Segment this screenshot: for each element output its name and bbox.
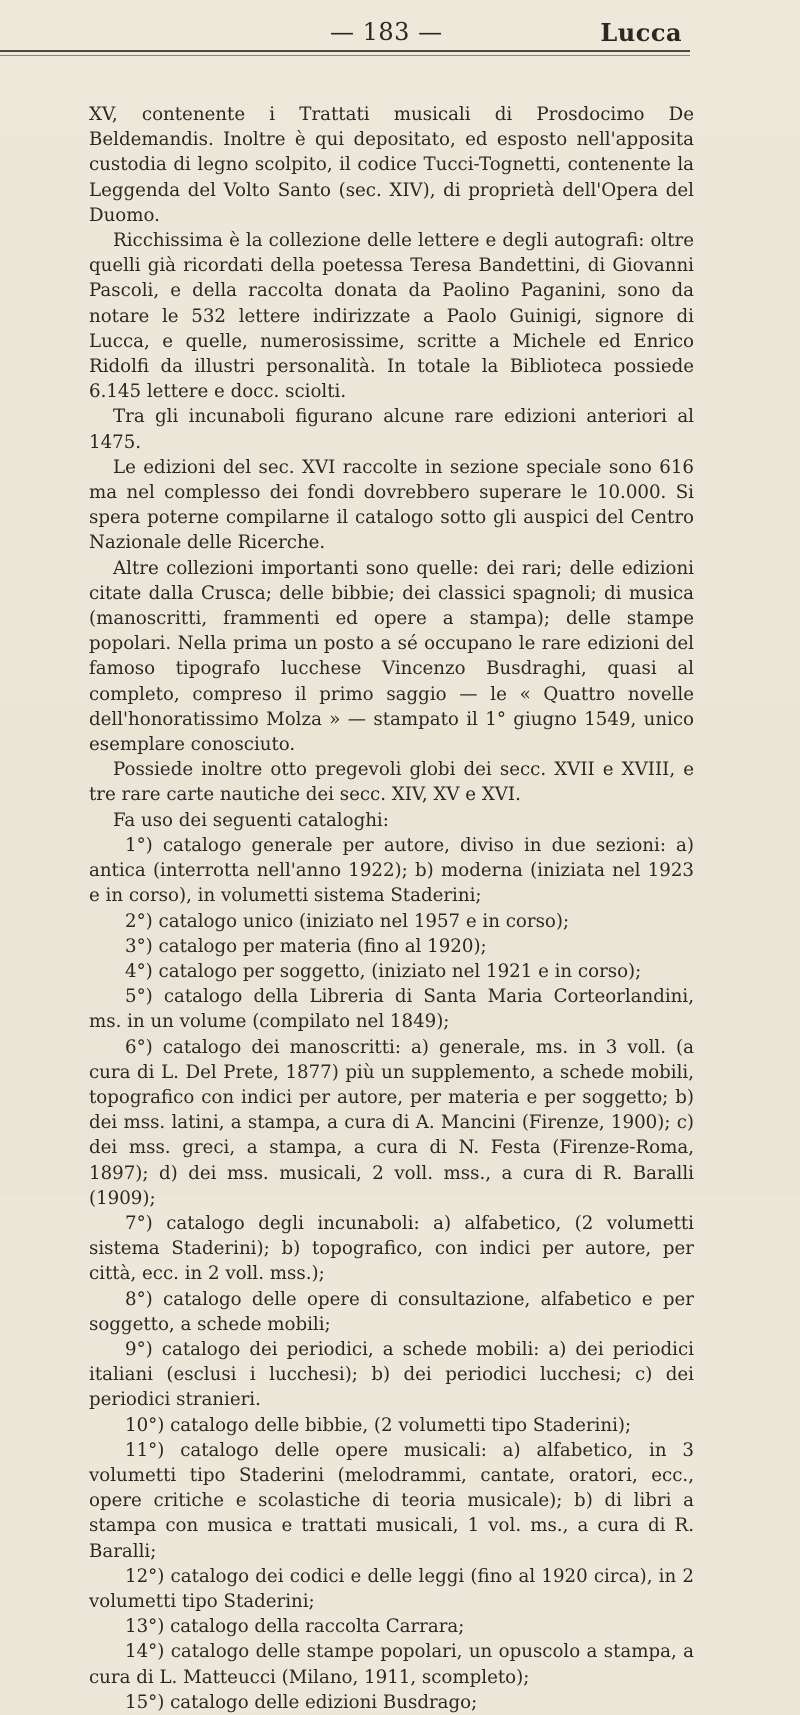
body-text — [89, 102, 694, 1715]
catalogue-item: 13°) catalogo della raccolta Carrara; — [125, 1616, 465, 1638]
catalogue-item: 14°) catalogo delle stampe popolari, un opuscolo a stampa, a cura di L. Matteucci (Milano, 1911, scompleto); — [89, 1641, 694, 1688]
catalogue-item: 11°) catalogo delle opere musicali: a) alfabetico, in 3 volumetti tipo Staderini (melodrammi, cantate, oratori, ecc., opere critiche e scolastiche di teoria musicale); b) di libri a stampa con musica e trattati musicali, 1 vol. ms., a cura di R. Baralli; — [89, 1439, 694, 1562]
header-rule-thin — [0, 55, 690, 56]
running-title: Lucca — [600, 18, 682, 47]
catalogue-item: 12°) catalogo dei codici e delle leggi (fino al 1920 circa), in 2 volumetti tipo Staderini; — [89, 1565, 694, 1612]
running-head — [330, 10, 682, 50]
catalogue-item: 4°) catalogo per soggetto, (iniziato nel 1921 e in corso); — [125, 960, 642, 982]
catalogue-item: 6°) catalogo dei manoscritti: a) generale, ms. in 3 voll. (a cura di L. Del Prete, 1877) più un supplemento, a schede mobili, topografico con indici per autore, per materia e per soggetto; b) dei mss. latini, a stampa, a cura di A. Mancini (Firenze, 1900); c) dei mss. greci, a stampa, a cura di N. Festa (Firenze-Roma, 1897); d) dei mss. musicali, 2 voll. mss., a cura di R. Baralli (1909); — [89, 1036, 694, 1209]
paragraph: Ricchissima è la collezione delle lettere e degli autografi: oltre quelli già ricordati della poetessa Teresa Bandettini, di Giovanni Pascoli, e della raccolta donata da Paolino Paganini, sono da notare le 532 lettere indirizzate a Paolo Guinigi, signore di Lucca, e quelle, numerosissime, scritte a Michele ed Enrico Ridolfi da illustri personalità. In totale la Biblioteca possiede 6.145 lettere e docc. sciolti. — [89, 230, 694, 403]
catalogue-item: 8°) catalogo delle opere di consultazione, alfabetico e per soggetto, a schede mobili; — [89, 1288, 694, 1335]
paragraph: Possiede inoltre otto pregevoli globi dei secc. XVII e XVIII, e tre rare carte nautiche dei secc. XIV, XV e XVI. — [89, 759, 694, 806]
catalogue-item: 7°) catalogo degli incunaboli: a) alfabetico, (2 volumetti sistema Staderini); b) topografico, con indici per autore, per città, ecc. in 2 voll. mss.); — [89, 1212, 694, 1285]
catalogue-item: 1°) catalogo generale per autore, diviso in due sezioni: a) antica (interrotta nell'anno 1922); b) moderna (iniziata nel 1923 e in corso), in volumetti sistema Staderini; — [89, 834, 694, 907]
paragraph: Tra gli incunaboli figurano alcune rare edizioni anteriori al 1475. — [89, 406, 694, 453]
catalogue-item: 9°) catalogo dei periodici, a schede mobili: a) dei periodici italiani (esclusi i lucchesi); b) dei periodici lucchesi; c) dei periodici stranieri. — [89, 1338, 694, 1411]
catalogue-intro: Fa uso dei seguenti cataloghi: — [113, 809, 389, 831]
catalogue-item: 5°) catalogo della Libreria di Santa Maria Corteorlandini, ms. in un volume (compilato nel 1849); — [89, 986, 694, 1033]
catalogue-item: 3°) catalogo per materia (fino al 1920); — [125, 935, 487, 957]
catalogue-item: 2°) catalogo unico (iniziato nel 1957 e in corso); — [125, 910, 570, 932]
catalogue-item: 15°) catalogo delle edizioni Busdrago; — [125, 1691, 478, 1713]
paragraph: Le edizioni del sec. XVI raccolte in sezione speciale sono 616 ma nel complesso dei fondi dovrebbero superare le 10.000. Si spera poterne compilarne il catalogo sotto gli auspici del Centro Nazionale delle Ricerche. — [89, 456, 694, 554]
paragraph: XV, contenente i Trattati musicali di Prosdocimo De Beldemandis. Inoltre è qui depositato, ed esposto nell'apposita custodia di legno scolpito, il codice Tucci-Tognetti, contenente la Leggenda del Volto Santo (sec. XIV), di proprietà dell'Opera del Duomo. — [89, 104, 694, 226]
catalogue-item: 10°) catalogo delle bibbie, (2 volumetti tipo Staderini); — [125, 1414, 632, 1436]
page-number: — 183 — — [330, 18, 443, 46]
header-rule — [0, 50, 690, 52]
paragraph: Altre collezioni importanti sono quelle: dei rari; delle edizioni citate dalla Crusca; delle bibbie; dei classici spagnoli; di musica (manoscritti, frammenti ed opere a stampa); delle stampe popolari. Nella prima un posto a sé occupano le rare edizioni del famoso tipografo lucchese Vincenzo Busdraghi, quasi al completo, compreso il primo saggio — le « Quattro novelle dell'honoratissimo Molza » — stampato il 1° giugno 1549, unico esemplare conosciuto. — [89, 557, 694, 756]
